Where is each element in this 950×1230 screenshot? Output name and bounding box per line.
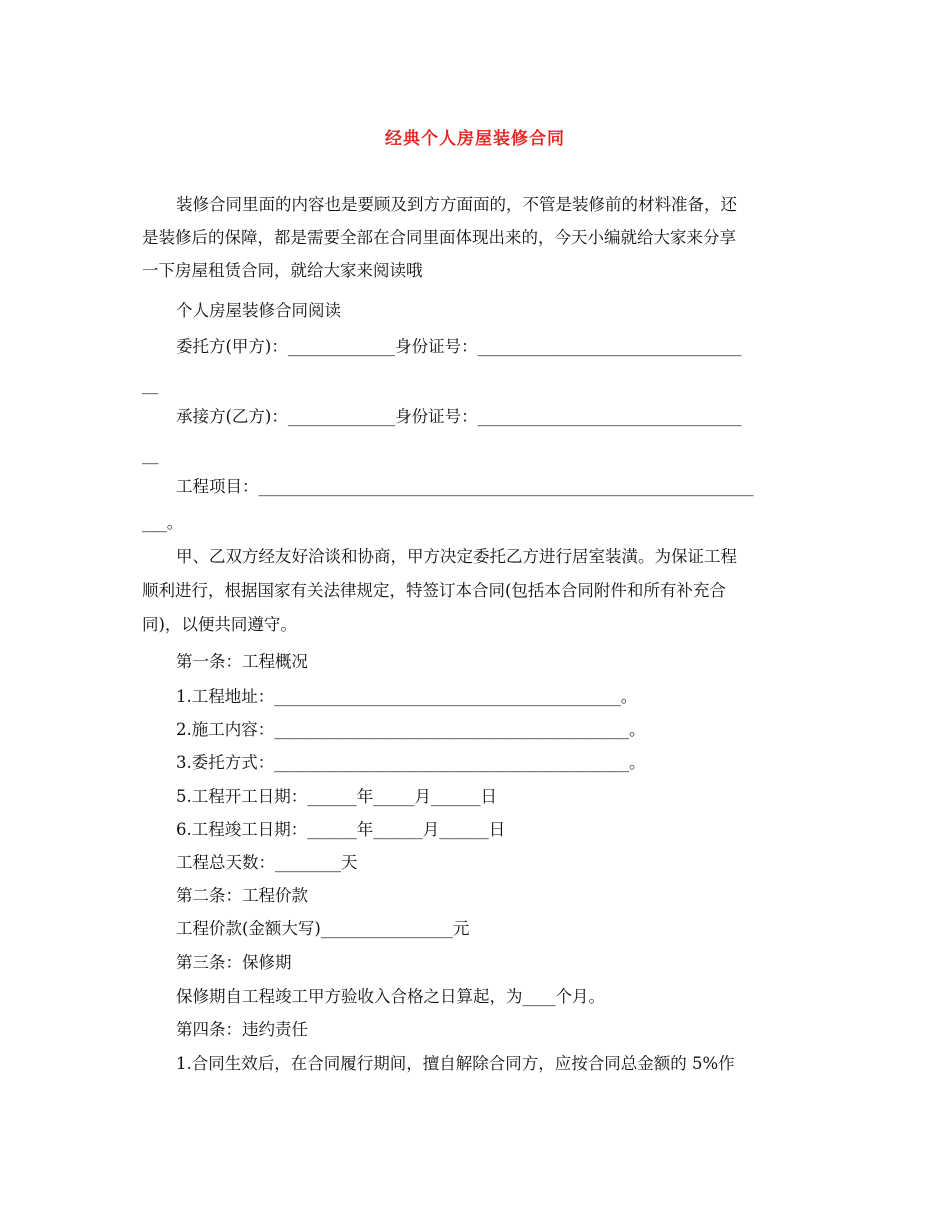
project-address: 1.工程地址：__________________________________________。 xyxy=(176,687,638,706)
party-b-id-blank: ________________________________ xyxy=(477,407,742,426)
project-price: 工程价款(金额大写)________________元 xyxy=(176,919,470,938)
party-a-continuation: __ xyxy=(142,375,159,394)
subtitle: 个人房屋装修合同阅读 xyxy=(176,301,341,320)
party-a-label: 委托方(甲方)： xyxy=(176,337,288,356)
project-label: 工程项目： xyxy=(176,477,259,496)
total-days: 工程总天数：________天 xyxy=(176,853,358,872)
completion-date: 6.工程竣工日期：______年______月______日 xyxy=(176,820,506,839)
intro-line-1: 装修合同里面的内容也是要顾及到方方面面的，不管是装修前的材料准备，还 xyxy=(176,195,737,214)
preamble-line-1: 甲、乙双方经友好洽谈和协商，甲方决定委托乙方进行居室装潢。为保证工程 xyxy=(176,547,737,566)
preamble-line-3: 同)，以便共同遵守。 xyxy=(142,615,297,634)
party-a-id-blank: ________________________________ xyxy=(477,337,742,356)
article-4-heading: 第四条：违约责任 xyxy=(176,1020,308,1039)
construction-content: 2.施工内容：___________________________________________。 xyxy=(176,720,646,739)
intro-line-3: 一下房屋租赁合同，就给大家来阅读哦 xyxy=(142,261,423,280)
project-continuation: ___。 xyxy=(142,513,184,532)
commission-method: 3.委托方式：___________________________________________。 xyxy=(176,753,646,772)
article-2-heading: 第二条：工程价款 xyxy=(176,886,308,905)
party-a-name-blank: _____________ xyxy=(287,337,396,356)
party-b-id-label: 身份证号： xyxy=(395,407,478,426)
document-title: 经典个人房屋装修合同 xyxy=(385,129,565,149)
project-line xyxy=(176,475,822,499)
preamble-line-2: 顺利进行，根据国家有关法律规定，特签订本合同(包括本合同附件和所有补充合 xyxy=(142,581,726,600)
party-a-id-label: 身份证号： xyxy=(395,337,478,356)
party-b-continuation: __ xyxy=(142,445,159,464)
start-date: 5.工程开工日期：______年_____月______日 xyxy=(176,787,497,806)
breach-item-1: 1.合同生效后，在合同履行期间，擅自解除合同方，应按合同总金额的 5%作 xyxy=(176,1054,735,1073)
party-b-line xyxy=(176,405,822,429)
project-blank: ____________________________________________________________ xyxy=(258,477,754,496)
article-3-heading: 第三条：保修期 xyxy=(176,953,292,972)
warranty-period: 保修期自工程竣工甲方验收入合格之日算起，为____个月。 xyxy=(176,987,605,1006)
party-b-name-blank: _____________ xyxy=(287,407,396,426)
party-a-line xyxy=(176,335,822,359)
party-b-label: 承接方(乙方)： xyxy=(176,407,288,426)
intro-line-2: 是装修后的保障，都是需要全部在合同里面体现出来的，今天小编就给大家来分享 xyxy=(142,228,736,247)
article-1-heading: 第一条：工程概况 xyxy=(176,652,308,671)
